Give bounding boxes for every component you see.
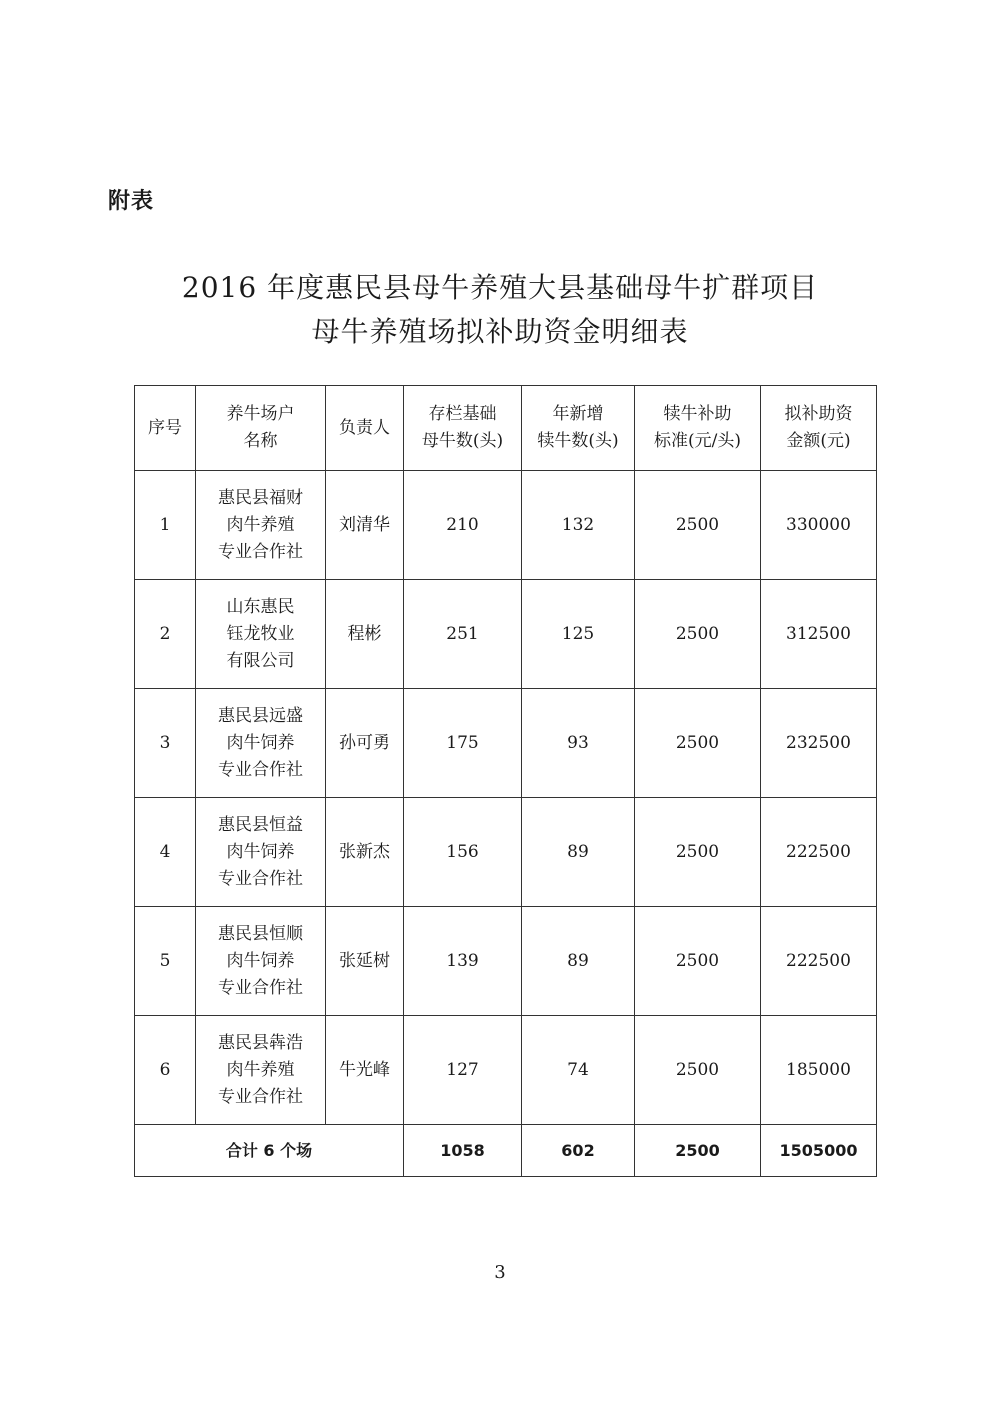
cell-breeding-cows: 251 <box>404 580 522 689</box>
page-number: 3 <box>494 1262 506 1283</box>
cell-subsidy-amount: 185000 <box>761 1016 877 1125</box>
cell-farm-name: 山东惠民 钰龙牧业 有限公司 <box>196 580 326 689</box>
cell-serial-number: 1 <box>135 471 196 580</box>
cell-subsidy-amount: 232500 <box>761 689 877 798</box>
header-person-in-charge: 负责人 <box>326 386 404 471</box>
cell-serial-number: 6 <box>135 1016 196 1125</box>
header-new-calves: 年新增 犊牛数(头) <box>522 386 635 471</box>
appendix-label: 附表 <box>108 189 155 214</box>
cell-breeding-cows: 156 <box>404 798 522 907</box>
cell-person-in-charge: 张延树 <box>326 907 404 1016</box>
cell-new-calves: 93 <box>522 689 635 798</box>
document-title-line-2: 母牛养殖场拟补助资金明细表 <box>311 315 689 348</box>
cell-breeding-cows: 175 <box>404 689 522 798</box>
table-row <box>135 689 877 798</box>
cell-new-calves: 89 <box>522 798 635 907</box>
total-label: 合计 6 个场 <box>135 1125 404 1177</box>
cell-subsidy-amount: 312500 <box>761 580 877 689</box>
cell-subsidy-standard: 2500 <box>635 798 761 907</box>
cell-subsidy-amount: 330000 <box>761 471 877 580</box>
table-header-row <box>135 386 877 471</box>
cell-breeding-cows: 127 <box>404 1016 522 1125</box>
cell-farm-name: 惠民县恒益 肉牛饲养 专业合作社 <box>196 798 326 907</box>
cell-person-in-charge: 孙可勇 <box>326 689 404 798</box>
cell-person-in-charge: 张新杰 <box>326 798 404 907</box>
table-row <box>135 471 877 580</box>
cell-farm-name: 惠民县犇浩 肉牛养殖 专业合作社 <box>196 1016 326 1125</box>
table-row <box>135 798 877 907</box>
total-subsidy-amount: 1505000 <box>761 1125 877 1177</box>
table-row <box>135 907 877 1016</box>
cell-subsidy-standard: 2500 <box>635 471 761 580</box>
document-title-line-1: 2016 年度惠民县母牛养殖大县基础母牛扩群项目 <box>181 271 819 304</box>
cell-new-calves: 125 <box>522 580 635 689</box>
cell-farm-name: 惠民县远盛 肉牛饲养 专业合作社 <box>196 689 326 798</box>
cell-breeding-cows: 139 <box>404 907 522 1016</box>
cell-serial-number: 2 <box>135 580 196 689</box>
cell-subsidy-standard: 2500 <box>635 1016 761 1125</box>
cell-new-calves: 74 <box>522 1016 635 1125</box>
cell-person-in-charge: 程彬 <box>326 580 404 689</box>
cell-farm-name: 惠民县福财 肉牛养殖 专业合作社 <box>196 471 326 580</box>
header-subsidy-standard: 犊牛补助 标准(元/头) <box>635 386 761 471</box>
cell-serial-number: 4 <box>135 798 196 907</box>
total-subsidy-standard: 2500 <box>635 1125 761 1177</box>
cell-serial-number: 3 <box>135 689 196 798</box>
subsidy-detail-table <box>134 385 877 1177</box>
cell-new-calves: 132 <box>522 471 635 580</box>
total-new-calves: 602 <box>522 1125 635 1177</box>
total-breeding-cows: 1058 <box>404 1125 522 1177</box>
cell-subsidy-amount: 222500 <box>761 798 877 907</box>
header-serial-number: 序号 <box>135 386 196 471</box>
cell-person-in-charge: 牛光峰 <box>326 1016 404 1125</box>
cell-farm-name: 惠民县恒顺 肉牛饲养 专业合作社 <box>196 907 326 1016</box>
cell-serial-number: 5 <box>135 907 196 1016</box>
cell-subsidy-standard: 2500 <box>635 907 761 1016</box>
cell-subsidy-standard: 2500 <box>635 689 761 798</box>
cell-person-in-charge: 刘清华 <box>326 471 404 580</box>
table-row <box>135 1016 877 1125</box>
header-farm-name: 养牛场户 名称 <box>196 386 326 471</box>
header-breeding-cows: 存栏基础 母牛数(头) <box>404 386 522 471</box>
header-subsidy-amount: 拟补助资 金额(元) <box>761 386 877 471</box>
table-row <box>135 580 877 689</box>
cell-subsidy-amount: 222500 <box>761 907 877 1016</box>
table-total-row <box>135 1125 877 1177</box>
cell-breeding-cows: 210 <box>404 471 522 580</box>
cell-new-calves: 89 <box>522 907 635 1016</box>
cell-subsidy-standard: 2500 <box>635 580 761 689</box>
